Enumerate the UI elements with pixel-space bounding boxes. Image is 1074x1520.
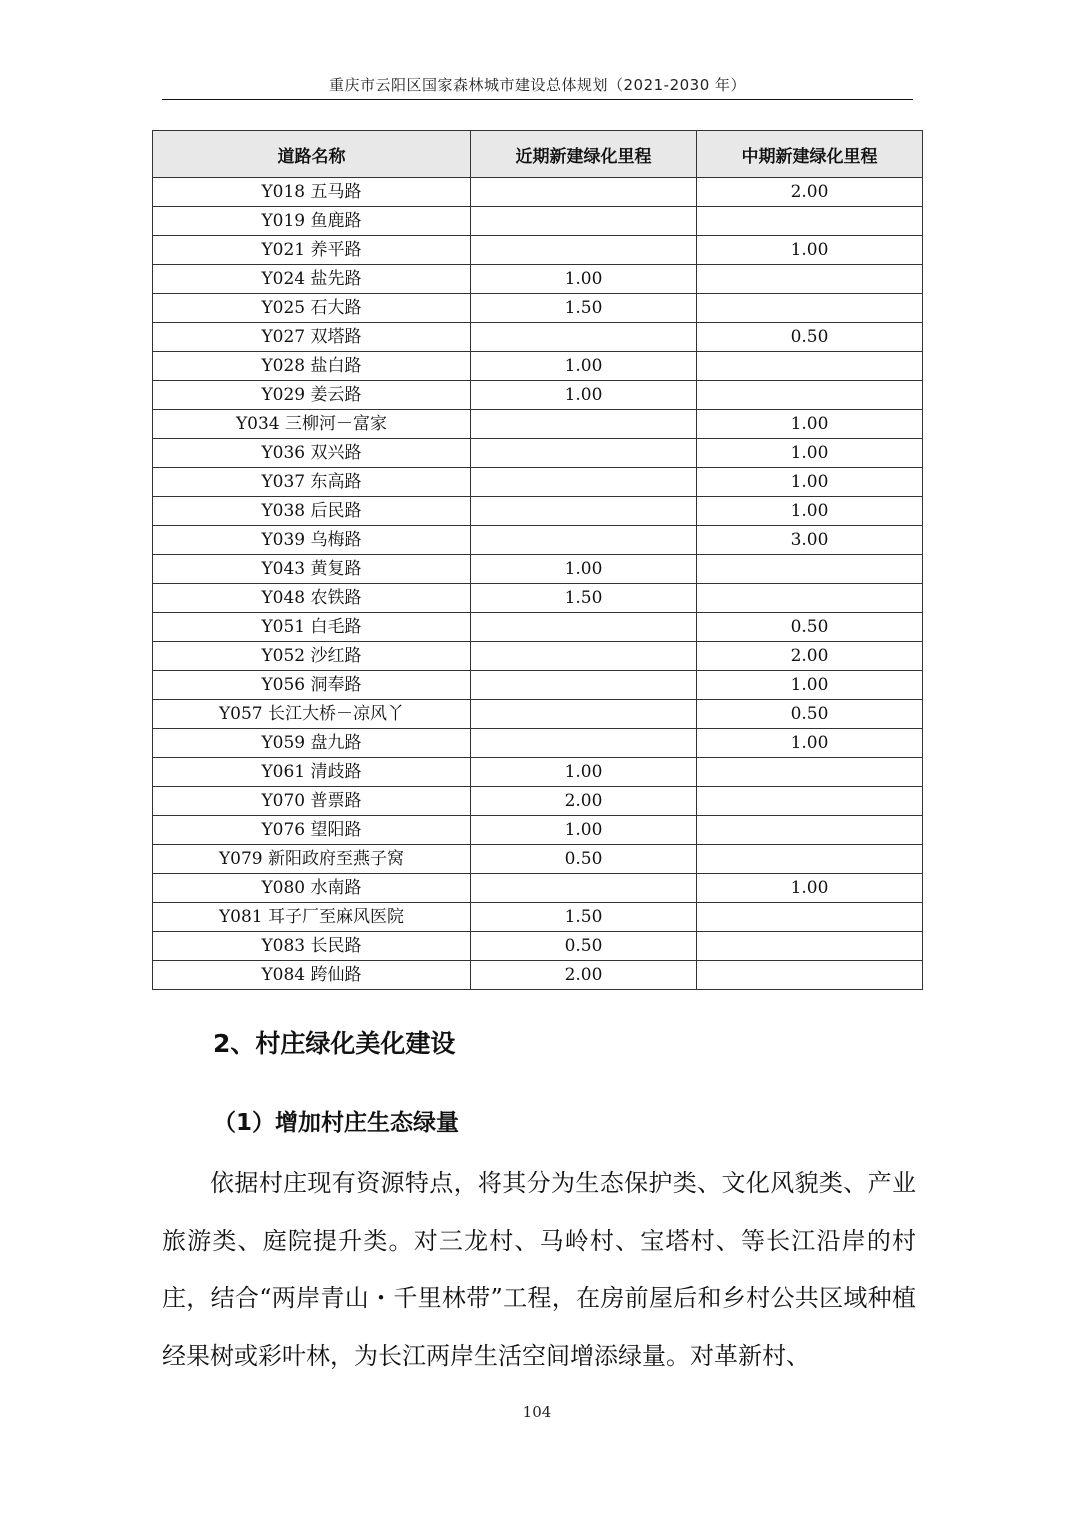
cell-near-term-km bbox=[471, 729, 697, 758]
cell-mid-term-km: 2.00 bbox=[697, 178, 923, 207]
cell-mid-term-km bbox=[697, 555, 923, 584]
table-row bbox=[153, 178, 923, 207]
table-row bbox=[153, 323, 923, 352]
cell-mid-term-km: 2.00 bbox=[697, 642, 923, 671]
table-body bbox=[153, 178, 923, 990]
cell-road-name: Y027 双塔路 bbox=[153, 323, 471, 352]
cell-mid-term-km bbox=[697, 207, 923, 236]
cell-near-term-km bbox=[471, 671, 697, 700]
table-row bbox=[153, 410, 923, 439]
table-row bbox=[153, 816, 923, 845]
cell-mid-term-km bbox=[697, 845, 923, 874]
body-paragraph: 依据村庄现有资源特点，将其分为生态保护类、文化风貌类、产业旅游类、庭院提升类。对三龙村、马岭村、宝塔村、等长江沿岸的村庄，结合“两岸青山・千里林带”工程，在房前屋后和乡村公共区域种植经果树或彩叶林，为长江两岸生活空间增添绿量。对革新村、 bbox=[162, 1169, 916, 1370]
cell-mid-term-km: 1.00 bbox=[697, 236, 923, 265]
table-row bbox=[153, 671, 923, 700]
table-row bbox=[153, 961, 923, 990]
cell-road-name: Y039 乌梅路 bbox=[153, 526, 471, 555]
table-row bbox=[153, 700, 923, 729]
page-number: 104 bbox=[522, 1403, 552, 1421]
cell-road-name: Y052 沙红路 bbox=[153, 642, 471, 671]
cell-near-term-km bbox=[471, 468, 697, 497]
cell-road-name: Y025 石大路 bbox=[153, 294, 471, 323]
cell-mid-term-km bbox=[697, 381, 923, 410]
cell-mid-term-km bbox=[697, 961, 923, 990]
cell-road-name: Y029 姜云路 bbox=[153, 381, 471, 410]
cell-road-name: Y019 鱼鹿路 bbox=[153, 207, 471, 236]
cell-near-term-km bbox=[471, 323, 697, 352]
cell-near-term-km: 1.50 bbox=[471, 584, 697, 613]
cell-road-name: Y024 盐先路 bbox=[153, 265, 471, 294]
cell-near-term-km: 1.00 bbox=[471, 352, 697, 381]
table-row bbox=[153, 729, 923, 758]
table-row bbox=[153, 439, 923, 468]
cell-road-name: Y057 长江大桥－凉风丫 bbox=[153, 700, 471, 729]
table-row bbox=[153, 758, 923, 787]
table-row bbox=[153, 903, 923, 932]
cell-mid-term-km bbox=[697, 294, 923, 323]
cell-road-name: Y080 水南路 bbox=[153, 874, 471, 903]
cell-road-name: Y043 黄复路 bbox=[153, 555, 471, 584]
cell-near-term-km: 1.00 bbox=[471, 816, 697, 845]
column-header-road-name: 道路名称 bbox=[153, 131, 471, 178]
cell-mid-term-km bbox=[697, 265, 923, 294]
cell-near-term-km bbox=[471, 613, 697, 642]
cell-near-term-km: 1.00 bbox=[471, 381, 697, 410]
cell-mid-term-km bbox=[697, 932, 923, 961]
cell-mid-term-km bbox=[697, 584, 923, 613]
cell-near-term-km: 2.00 bbox=[471, 787, 697, 816]
cell-mid-term-km: 1.00 bbox=[697, 468, 923, 497]
table-row bbox=[153, 932, 923, 961]
cell-mid-term-km: 1.00 bbox=[697, 729, 923, 758]
cell-mid-term-km bbox=[697, 903, 923, 932]
cell-road-name: Y051 白毛路 bbox=[153, 613, 471, 642]
cell-mid-term-km bbox=[697, 352, 923, 381]
cell-mid-term-km: 0.50 bbox=[697, 323, 923, 352]
table-row bbox=[153, 787, 923, 816]
cell-near-term-km: 0.50 bbox=[471, 932, 697, 961]
table-row bbox=[153, 845, 923, 874]
table-row bbox=[153, 526, 923, 555]
cell-near-term-km: 2.00 bbox=[471, 961, 697, 990]
table-row bbox=[153, 613, 923, 642]
cell-road-name: Y084 跨仙路 bbox=[153, 961, 471, 990]
cell-near-term-km bbox=[471, 874, 697, 903]
cell-mid-term-km: 1.00 bbox=[697, 874, 923, 903]
cell-near-term-km bbox=[471, 178, 697, 207]
table-row bbox=[153, 874, 923, 903]
table-row bbox=[153, 584, 923, 613]
running-header: 重庆市云阳区国家森林城市建设总体规划（2021-2030 年） bbox=[328, 76, 747, 94]
cell-near-term-km bbox=[471, 207, 697, 236]
cell-mid-term-km: 1.00 bbox=[697, 497, 923, 526]
table-row bbox=[153, 381, 923, 410]
cell-near-term-km: 1.50 bbox=[471, 294, 697, 323]
table-row bbox=[153, 352, 923, 381]
cell-road-name: Y048 农铁路 bbox=[153, 584, 471, 613]
cell-near-term-km bbox=[471, 410, 697, 439]
cell-road-name: Y021 养平路 bbox=[153, 236, 471, 265]
table-row bbox=[153, 642, 923, 671]
table-row bbox=[153, 294, 923, 323]
table-row bbox=[153, 236, 923, 265]
table-row bbox=[153, 468, 923, 497]
cell-road-name: Y061 清歧路 bbox=[153, 758, 471, 787]
cell-near-term-km bbox=[471, 439, 697, 468]
cell-mid-term-km bbox=[697, 816, 923, 845]
cell-mid-term-km: 1.00 bbox=[697, 410, 923, 439]
cell-mid-term-km: 3.00 bbox=[697, 526, 923, 555]
cell-near-term-km bbox=[471, 642, 697, 671]
cell-near-term-km: 1.50 bbox=[471, 903, 697, 932]
table-header-row bbox=[153, 131, 923, 178]
column-header-mid-term: 中期新建绿化里程 bbox=[697, 131, 923, 178]
column-header-near-term: 近期新建绿化里程 bbox=[471, 131, 697, 178]
cell-road-name: Y056 洞奉路 bbox=[153, 671, 471, 700]
table-row bbox=[153, 555, 923, 584]
cell-road-name: Y036 双兴路 bbox=[153, 439, 471, 468]
cell-mid-term-km: 1.00 bbox=[697, 439, 923, 468]
cell-near-term-km bbox=[471, 497, 697, 526]
cell-road-name: Y059 盘九路 bbox=[153, 729, 471, 758]
table-row bbox=[153, 207, 923, 236]
cell-near-term-km: 1.00 bbox=[471, 758, 697, 787]
road-greening-table bbox=[152, 130, 923, 990]
cell-near-term-km bbox=[471, 236, 697, 265]
cell-mid-term-km: 0.50 bbox=[697, 613, 923, 642]
cell-road-name: Y083 长民路 bbox=[153, 932, 471, 961]
cell-road-name: Y079 新阳政府至燕子窝 bbox=[153, 845, 471, 874]
header-divider bbox=[162, 99, 913, 100]
cell-mid-term-km bbox=[697, 758, 923, 787]
cell-road-name: Y034 三柳河－富家 bbox=[153, 410, 471, 439]
cell-mid-term-km: 1.00 bbox=[697, 671, 923, 700]
cell-road-name: Y070 普票路 bbox=[153, 787, 471, 816]
cell-road-name: Y018 五马路 bbox=[153, 178, 471, 207]
cell-near-term-km: 1.00 bbox=[471, 265, 697, 294]
cell-road-name: Y037 东高路 bbox=[153, 468, 471, 497]
cell-road-name: Y076 望阳路 bbox=[153, 816, 471, 845]
cell-road-name: Y028 盐白路 bbox=[153, 352, 471, 381]
cell-near-term-km bbox=[471, 700, 697, 729]
cell-near-term-km: 1.00 bbox=[471, 555, 697, 584]
table-row bbox=[153, 265, 923, 294]
sub-heading: （1）增加村庄生态绿量 bbox=[213, 1110, 460, 1136]
cell-near-term-km: 0.50 bbox=[471, 845, 697, 874]
cell-near-term-km bbox=[471, 526, 697, 555]
cell-road-name: Y081 耳子厂至麻风医院 bbox=[153, 903, 471, 932]
section-heading: 2、村庄绿化美化建设 bbox=[213, 1029, 456, 1058]
cell-mid-term-km: 0.50 bbox=[697, 700, 923, 729]
table-row bbox=[153, 497, 923, 526]
cell-mid-term-km bbox=[697, 787, 923, 816]
cell-road-name: Y038 后民路 bbox=[153, 497, 471, 526]
